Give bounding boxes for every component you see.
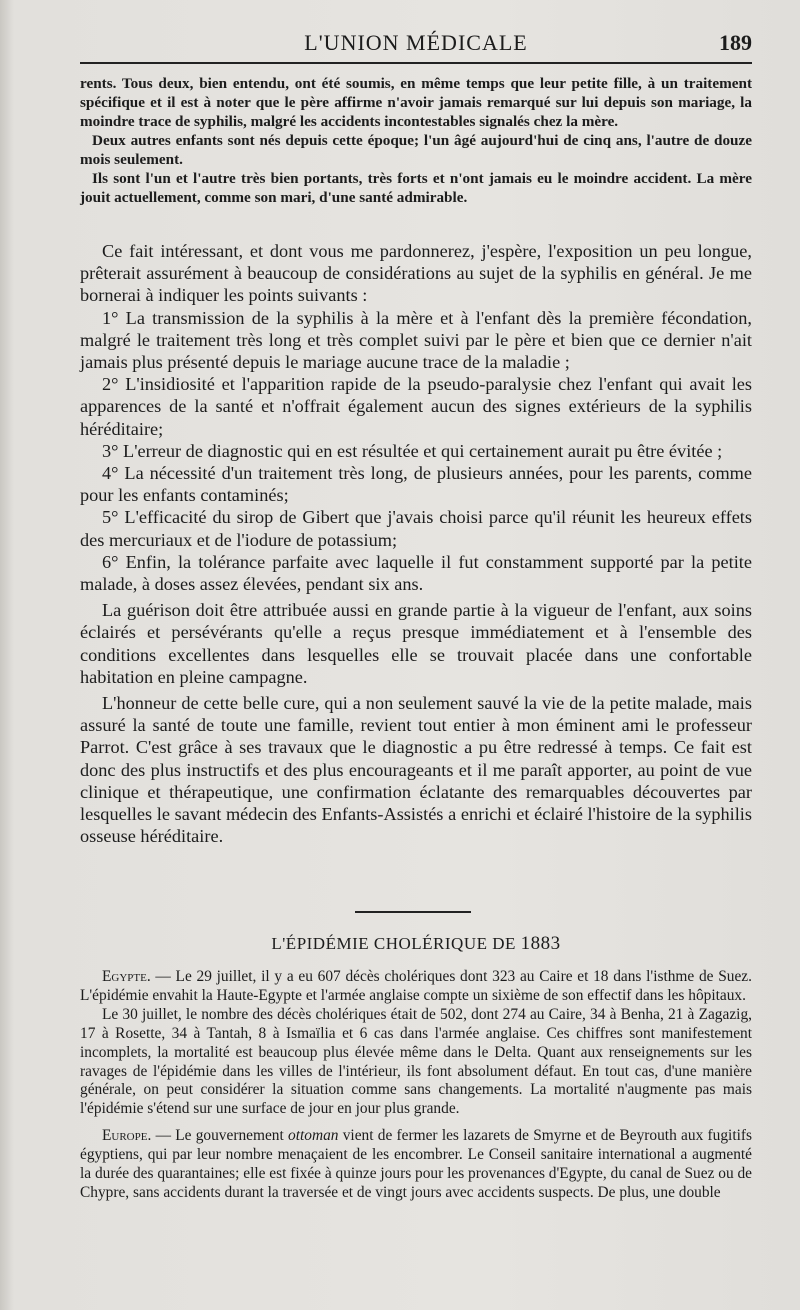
news-egypt-text: — Le 29 juillet, il y a eu 607 décès cholériques dont 323 au Caire et 18 dans l'isthme de Suez. L'épidémie envahit la Haute-Egypte et l'armée anglaise compte un sixième de son effectif dans les hôpitaux.: [80, 968, 752, 1004]
header-rule: [80, 62, 752, 64]
news-egypt-label: Egypte.: [102, 968, 151, 985]
page-number: 189: [719, 30, 752, 55]
news-europe-label: Europe.: [102, 1127, 152, 1145]
news-europe-text-a: — Le gouvernement: [151, 1127, 289, 1145]
discussion-point-1: 1° La transmission de la syphilis à la mère et à l'enfant dès la première fécondation, malgré le traitement très long et très complet suivi par le père et bien que ce dernier n'ait jamais plus présenté depuis le mariage aucune trace de la maladie ;: [80, 307, 752, 373]
running-header: [80, 28, 752, 60]
discussion-point-2: 2° L'insidiosité et l'apparition rapide de la pseudo-paralysie chez l'enfant qui avait les apparences de la santé et n'offrait également aucun des signes extérieurs de la syphilis héréditaire;: [80, 374, 752, 439]
section-title: [80, 933, 752, 955]
section-title-text: L'ÉPIDÉMIE CHOLÉRIQUE DE: [271, 934, 516, 953]
news-europe-text-b: vient de fermer les lazarets de Smyrne et de Beyrouth aux fugitifs égyptiens, qui par leur nombre menaçaient de les encombrer. Le Conseil sanitaire international a augmenté la durée des quarantaines; elle est fixée à quinze jours pour les provenances d'Egypte, du canal de Suez ou de Chypre, sans accidents durant la traversée et de vingt jours avec accidents suspects. De plus, une double: [80, 1127, 753, 1201]
discussion-block: [80, 240, 752, 847]
case-note-paragraph: rents. Tous deux, bien entendu, ont été soumis, en même temps que leur petite fille, à un traitement spécifique et il est à noter que le père affirme n'avoir jamais remarqué sur lui depuis son mariage, la moindre trace de syphilis, malgré les accidents incontestables signalés chez la mère.: [80, 75, 752, 130]
news-egypt-paragraph: [80, 968, 752, 1006]
discussion-point-4: 4° La nécessité d'un traitement très long, de plusieurs années, pour les parents, comme pour les enfants contaminés;: [80, 463, 752, 506]
section-separator: [355, 911, 471, 913]
discussion-point-3: 3° L'erreur de diagnostic qui en est résultée et qui certainement aurait pu être évitée ;: [102, 440, 723, 461]
discussion-healing: La guérison doit être attribuée aussi en grande partie à la vigueur de l'enfant, aux soins éclairés et persévérants qu'elle a reçus presque immédiatement et à l'ensemble des conditions excellentes dans lesquelles elle se trouvait placée dans une confortable habitation en pleine campagne.: [80, 600, 752, 687]
news-europe-paragraph: [80, 1127, 752, 1203]
case-note-block: [80, 74, 752, 207]
discussion-point-5: 5° L'efficacité du sirop de Gibert que j'avais choisi parce qu'il réunit les heureux effets des mercuriaux et de l'iodure de potassium;: [80, 507, 752, 550]
discussion-point-6: 6° Enfin, la tolérance parfaite avec laquelle il fut constamment supporté par la petite malade, à doses assez élevées, pendant six ans.: [80, 551, 752, 595]
news-egypt-paragraph-2: Le 30 juillet, le nombre des décès cholériques était de 502, dont 274 au Caire, 34 à Benha, 21 à Zagazig, 17 à Rosette, 34 à Tantah, 8 à Ismaïlia et 6 cas dans l'armée anglaise. Ces chiffres sont manifestement incomplets, la mortalité est beaucoup plus élevée même dans le Delta. Quant aux renseignements sur les ravages de l'épidémie dans les villes de l'intérieur, ils font absolument défaut. En tout cas, d'une manière générale, on peut considérer la situation comme sans changements. La mortalité n'augmente pas mais l'épidémie s'étend sur une surface de jour en jour plus grande.: [80, 1005, 752, 1118]
discussion-honor: L'honneur de cette belle cure, qui a non seulement sauvé la vie de la petite malade, mais assuré la santé de toute une famille, revient tout entier à mon éminent ami le professeur Parrot. C'est grâce à ses travaux que le diagnostic a pu être redressé à temps. Ce fait est donc des plus instructifs et des plus encourageants et il me paraît apporter, au point de vue clinique et thérapeutique, une confirmation éclatante des remarquables découvertes par lesquelles le savant médecin des Enfants-Assistés a enrichi et éclairé l'histoire de la syphilis osseuse héréditaire.: [80, 693, 752, 847]
cholera-news-block: [80, 968, 752, 1203]
section-title-year: 1883: [520, 933, 561, 954]
journal-title: L'UNION MÉDICALE: [304, 30, 528, 55]
discussion-intro: Ce fait intéressant, et dont vous me pardonnerez, j'espère, l'exposition un peu longue, prêterait assurément à beaucoup de considérations au sujet de la syphilis en général. Je me bornerai à indiquer les points suivants :: [80, 241, 752, 306]
case-note-paragraph: Deux autres enfants sont nés depuis cette époque; l'un âgé aujourd'hui de cinq ans, l'autre de douze mois seulement.: [80, 132, 752, 168]
news-europe-italic: ottoman: [288, 1127, 339, 1145]
case-note-paragraph: Ils sont l'un et l'autre très bien portants, très forts et n'ont jamais eu le moindre accident. La mère jouit actuellement, comme son mari, d'une santé admirable.: [80, 170, 752, 206]
